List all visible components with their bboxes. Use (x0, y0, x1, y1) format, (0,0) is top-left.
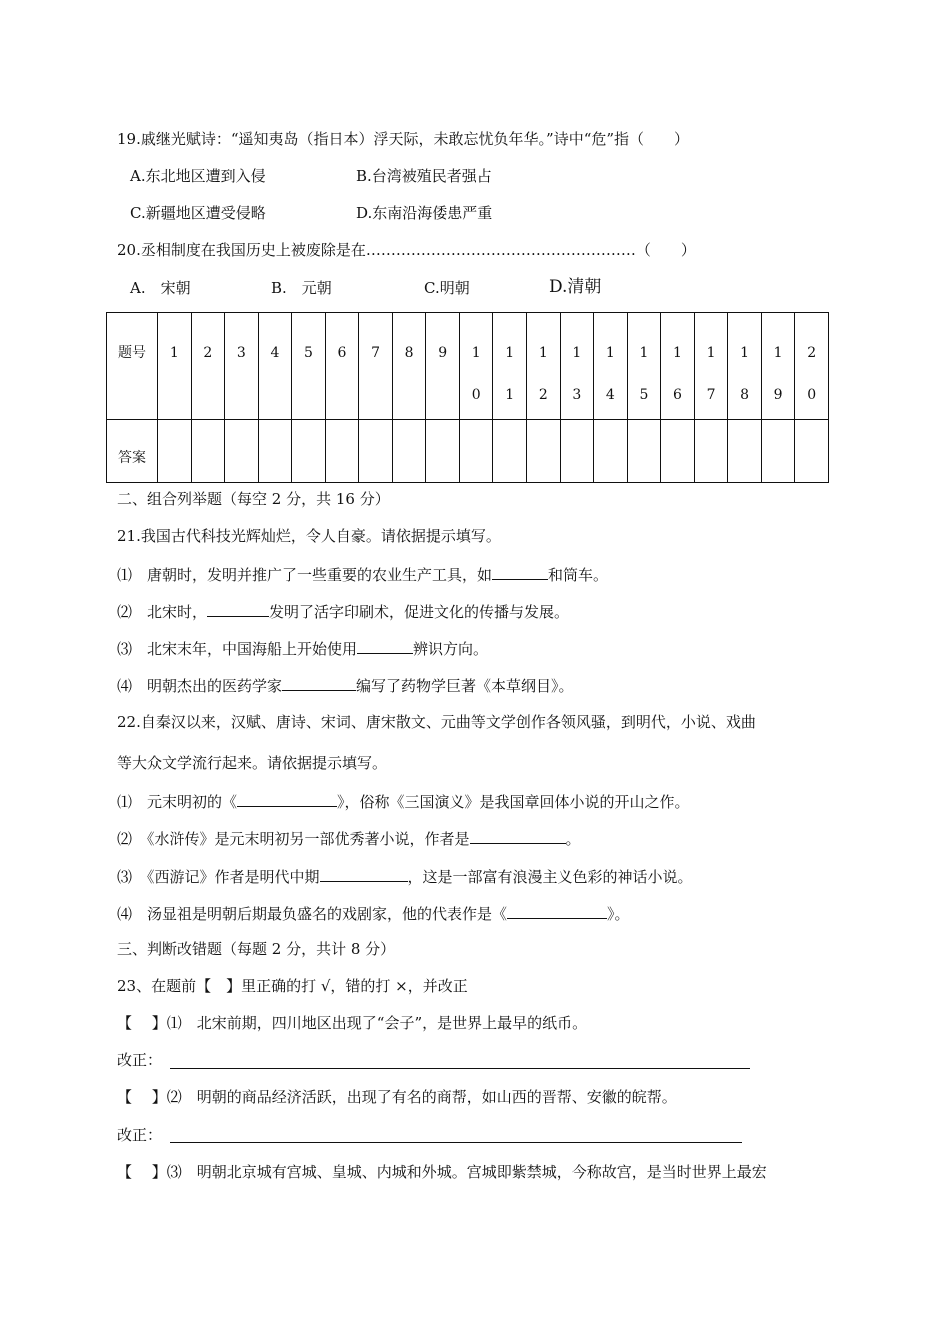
q19-option-b: B.台湾被殖民者强占 (356, 167, 492, 185)
number-8: 8 (404, 345, 414, 361)
number-digit: 1 (639, 345, 649, 361)
q21-sub3 (117, 637, 488, 659)
table-number-cell (761, 313, 795, 420)
table-number-cell (158, 313, 192, 420)
q22-sub3 (117, 865, 693, 887)
number-digit: 7 (706, 387, 716, 403)
q22-sub2-text-b: 。 (565, 830, 581, 848)
q22-sub2-text-a: ⑵ 《水浒传》是元末明初另一部优秀著小说，作者是 (117, 830, 470, 848)
number-7: 7 (371, 345, 381, 361)
q21-stem: 21.我国古代科技光辉灿烂，令人自豪。请依据提示填写。 (117, 527, 501, 545)
number-18 (728, 313, 761, 405)
q22-blank-1[interactable] (237, 790, 337, 807)
q21-sub4 (117, 674, 574, 696)
answer-cell[interactable] (459, 420, 493, 483)
row-label-number: 题号 (118, 345, 146, 361)
q23-fix-label-1: 改正： (117, 1051, 163, 1069)
number-digit: 5 (639, 387, 649, 403)
q20-option-b: B. 元朝 (271, 279, 332, 297)
answer-cell[interactable] (392, 420, 426, 483)
number-12 (527, 313, 560, 405)
answer-table (106, 312, 829, 483)
number-digit: 1 (706, 345, 716, 361)
answer-cell[interactable] (761, 420, 795, 483)
number-4: 4 (270, 345, 280, 361)
table-number-cell (459, 313, 493, 420)
q21-sub1-text-b: 和筒车。 (548, 566, 609, 584)
q21-sub4-text-b: 编写了药物学巨著《本草纲目》。 (356, 677, 574, 695)
answer-cell[interactable] (359, 420, 393, 483)
number-digit: 1 (605, 345, 615, 361)
table-number-cell (694, 313, 728, 420)
answer-cell[interactable] (661, 420, 695, 483)
table-number-cell (493, 313, 527, 420)
q23-fix-line-1[interactable] (170, 1068, 750, 1069)
q19-stem: 19.戚继光赋诗：“遥知夷岛（指日本）浮天际，未敢忘忧负年华。”诗中“危”指（ ） (117, 130, 690, 148)
number-digit: 1 (471, 345, 481, 361)
q21-blank-1[interactable] (492, 563, 548, 580)
answer-cell[interactable] (493, 420, 527, 483)
number-digit: 6 (673, 387, 682, 403)
number-3: 3 (236, 345, 246, 361)
answer-cell[interactable] (694, 420, 728, 483)
q23-fix-label-2: 改正： (117, 1126, 163, 1144)
q22-blank-3[interactable] (320, 865, 408, 882)
number-digit: 2 (807, 345, 817, 361)
q22-stem-line1: 22.自秦汉以来，汉赋、唐诗、宋词、唐宋散文、元曲等文学创作各领风骚，到明代，小说、戏曲 (117, 713, 756, 731)
table-number-cell (527, 313, 561, 420)
number-5: 5 (304, 345, 313, 361)
q23-item-1: 【 】⑴ 北宋前期，四川地区出现了“会子”，是世界上最早的纸币。 (117, 1014, 588, 1032)
q21-sub2-text-a: ⑵ 北宋时， (117, 603, 208, 621)
answer-cell[interactable] (292, 420, 326, 483)
number-13 (561, 313, 594, 405)
table-number-cell (292, 313, 326, 420)
table-number-cell (225, 313, 259, 420)
answer-cell[interactable] (158, 420, 192, 483)
number-digit: 9 (773, 387, 783, 403)
q20-stem: 20.丞相制度在我国历史上被废除是在………………………………………………（ ） (117, 241, 696, 259)
table-number-cell (728, 313, 762, 420)
number-14 (594, 313, 627, 405)
q22-sub3-text-a: ⑶ 《西游记》作者是明代中期 (117, 868, 320, 886)
number-digit: 1 (673, 345, 682, 361)
q21-sub3-text-a: ⑶ 北宋末年，中国海船上开始使用 (117, 640, 358, 658)
number-digit: 1 (572, 345, 582, 361)
table-number-cell (661, 313, 695, 420)
answer-cell[interactable] (426, 420, 460, 483)
q22-sub4-text-a: ⑷ 汤显祖是明朝后期最负盛名的戏剧家，他的代表作是《 (117, 905, 508, 923)
q22-sub4-text-b: 》。 (607, 905, 630, 923)
q23-item-2: 【 】⑵ 明朝的商品经济活跃，出现了有名的商帮，如山西的晋帮、安徽的皖帮。 (117, 1088, 677, 1106)
q22-sub1 (117, 790, 690, 812)
number-2: 2 (203, 345, 213, 361)
answer-cell[interactable] (258, 420, 292, 483)
q21-sub4-text-a: ⑷ 明朝杰出的医药学家 (117, 677, 283, 695)
number-20 (795, 313, 828, 405)
q20-option-d: D.清朝 (549, 277, 602, 297)
table-header-cell (107, 420, 158, 483)
q23-fix-line-2[interactable] (170, 1142, 742, 1143)
answer-cell[interactable] (225, 420, 259, 483)
number-digit: 2 (538, 387, 548, 403)
table-number-cell (258, 313, 292, 420)
section-2-title: 二、组合列举题（每空 2 分，共 16 分） (117, 490, 390, 508)
number-19 (762, 313, 795, 405)
table-number-cell (795, 313, 829, 420)
q22-sub1-text-b: 》，俗称《三国演义》是我国章回体小说的开山之作。 (337, 793, 690, 811)
q19-option-c: C.新疆地区遭受侵略 (130, 204, 266, 222)
number-digit: 1 (740, 345, 750, 361)
number-digit: 8 (740, 387, 750, 403)
answer-cell[interactable] (191, 420, 225, 483)
q22-blank-4[interactable] (507, 902, 607, 919)
table-number-cell (325, 313, 359, 420)
q22-sub4 (117, 902, 630, 924)
number-digit: 1 (505, 387, 515, 403)
table-number-cell (594, 313, 628, 420)
table-row-answers (107, 420, 829, 483)
answer-cell[interactable] (627, 420, 661, 483)
q21-sub2 (117, 600, 569, 622)
number-digit: 0 (807, 387, 817, 403)
number-6: 6 (337, 345, 347, 361)
table-number-cell (359, 313, 393, 420)
q23-item-3: 【 】⑶ 明朝北京城有宫城、皇城、内城和外城。宫城即紫禁城，今称故宫，是当时世界上最宏 (117, 1163, 767, 1181)
answer-cell[interactable] (594, 420, 628, 483)
number-digit: 0 (471, 387, 481, 403)
q22-sub3-text-b: ，这是一部富有浪漫主义色彩的神话小说。 (407, 868, 693, 886)
table-header-cell (107, 313, 158, 420)
q20-option-a: A. 宋朝 (130, 279, 191, 297)
q20-option-c: C.明朝 (424, 279, 470, 297)
row-label-answer: 答案 (118, 450, 146, 466)
number-digit: 3 (572, 387, 582, 403)
table-number-cell (560, 313, 594, 420)
q21-blank-4[interactable] (282, 674, 356, 691)
number-10 (460, 313, 493, 405)
q19-option-d: D.东南沿海倭患严重 (356, 204, 493, 222)
number-digit: 1 (505, 345, 515, 361)
q23-stem: 23、在题前【 】里正确的打 √，错的打 ×，并改正 (117, 977, 468, 995)
q22-blank-2[interactable] (470, 827, 566, 844)
answer-cell[interactable] (325, 420, 359, 483)
table-number-cell (426, 313, 460, 420)
number-digit: 1 (538, 345, 548, 361)
number-11 (493, 313, 526, 405)
number-9: 9 (438, 345, 448, 361)
answer-cell[interactable] (795, 420, 829, 483)
q21-sub1 (117, 563, 608, 585)
number-1: 1 (169, 345, 179, 361)
q19-option-a: A.东北地区遭到入侵 (130, 167, 266, 185)
table-number-cell (627, 313, 661, 420)
answer-cell[interactable] (560, 420, 594, 483)
q21-sub1-text-a: ⑴ 唐朝时，发明并推广了一些重要的农业生产工具，如 (117, 566, 493, 584)
q22-stem-line2: 等大众文学流行起来。请依据提示填写。 (117, 754, 388, 772)
q21-blank-3[interactable] (357, 637, 413, 654)
q22-sub1-text-a: ⑴ 元末明初的《 (117, 793, 238, 811)
number-17 (695, 313, 728, 405)
table-number-cell (191, 313, 225, 420)
q21-sub2-text-b: 发明了活字印刷术，促进文化的传播与发展。 (269, 603, 570, 621)
number-16 (661, 313, 694, 405)
q21-blank-2[interactable] (207, 600, 269, 617)
table-number-cell (392, 313, 426, 420)
q22-sub2 (117, 827, 581, 849)
number-15 (628, 313, 661, 405)
table-row-numbers (107, 313, 829, 420)
section-3-title: 三、判断改错题（每题 2 分，共计 8 分） (117, 940, 396, 958)
answer-cell[interactable] (728, 420, 762, 483)
number-digit: 4 (605, 387, 615, 403)
q21-sub3-text-b: 辨识方向。 (413, 640, 489, 658)
number-digit: 1 (773, 345, 783, 361)
answer-cell[interactable] (527, 420, 561, 483)
